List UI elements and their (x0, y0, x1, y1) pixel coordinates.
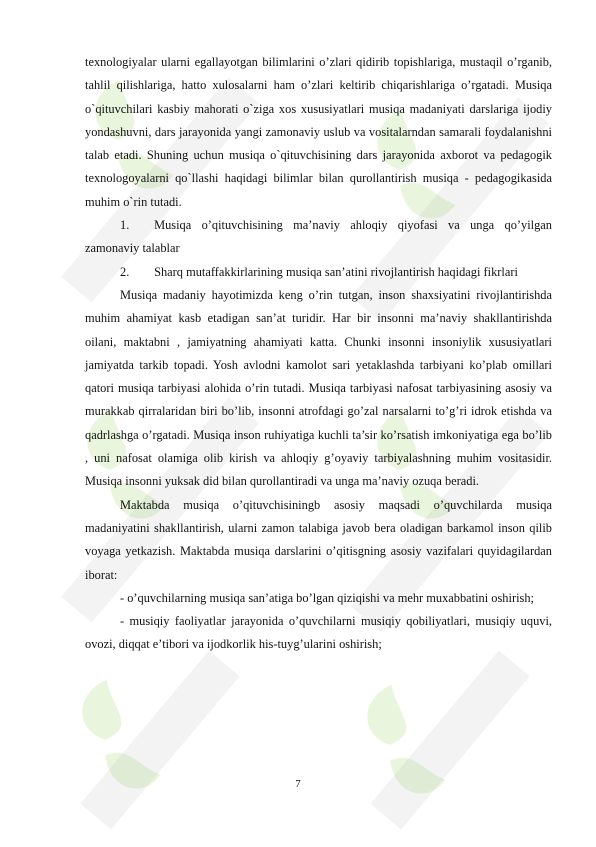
page-number: 7 (295, 778, 301, 790)
numbered-item-2: 2. Sharq mutaffakkirlarining musiqa san’atini rivojlantirish haqidagi fikrlari (120, 264, 518, 279)
numbered-item-1: 1. Musiqa o’qituvchisining ma’naviy ahloqiy qiyofasi va unga qo’yilgan zamonaviy talablar (85, 218, 552, 256)
paragraph-intro-continued: texnologiyalar ularni egallayotgan bilimlarini o’zlari qidirib topishlariga, mustaqil o’rganib, tahlil qilishlariga, hatto xulosalarni ham o’zlari keltirib chiqarishlariga o’rgatadi. Musiqa o`qituvchilari kasbiy mahorati o`ziga xos xususiyatlari musiqa madaniyati darslariga ijodiy yondashuvni, dars jarayonida yangi zamonaviy uslub va vositalarndan samarali foydalanishni talab etadi. Shuning uchun musiqa o`qituvchisining dars jarayonida axborot va pedagogik texnologoyalarni qo`llashi haqidagi bilimlar bilan qurollantirish musiqa - pedagogikasida muhim o`rin tutadi. (85, 55, 552, 209)
paragraph-music-culture: Musiqa madaniy hayotimizda keng o’rin tutgan, inson shaxsiyatini rivojlantirishda muhim ahamiyat kasb etadigan san’at turidir. Har bir insonni ma’naviy shakllantirishda oilani, maktabni , jamiyatning ahamiyati katta. Chunki insonni insoniylik xususiyatlari jamiyatda tarkib topadi. Yosh avlodni kamolot sari yetaklashda tarbiyani ko’plab omillari qatori musiqa tarbiyasi alohida o’rin tutadi. Musiqa tarbiyasi nafosat tarbiyasining asosiy va murakkab qirralaridan biri bo’lib, insonni atrofdagi go’zal narsalarni to’g’ri idrok etishda va qadrlashga o’rgatadi. Musiqa inson ruhiyatiga kuchli ta’sir ko’rsatish imkoniyatiga ega bo’lib , uni nafosat olamiga olib kirish va ahloqiy g’oyaviy tarbiyalashning muhim vositasidir. Musiqa insonni yuksak did bilan qurollantiradi va unga ma’naviy ozuqa beradi. (85, 287, 552, 489)
list-item-abilities: - musiqiy faoliyatlar jarayonida o’quvchilarni musiqiy qobiliyatlari, musiqiy uquvi, ovozi, diqqat e’tibori va ijodkorlik his-tuyg’ularini oshirish; (85, 614, 552, 652)
page-body (85, 51, 552, 657)
list-item-interest: - o’quvchilarning musiqa san’atiga bo’lgan qiziqishi va mehr muxabbatini oshirish; (120, 590, 534, 605)
paragraph-school-goals: Maktabda musiqa o’qituvchisiningb asosiy maqsadi o’quvchilarda musiqa madaniyatini shakllantirish, ularni zamon talabiga javob bera oladigan barkamol inson qilib voyaga yetkazish. Maktabda musiqa darslarini o’qitisgning asosiy vazifalari quyidagilardan iborat: (85, 497, 552, 582)
